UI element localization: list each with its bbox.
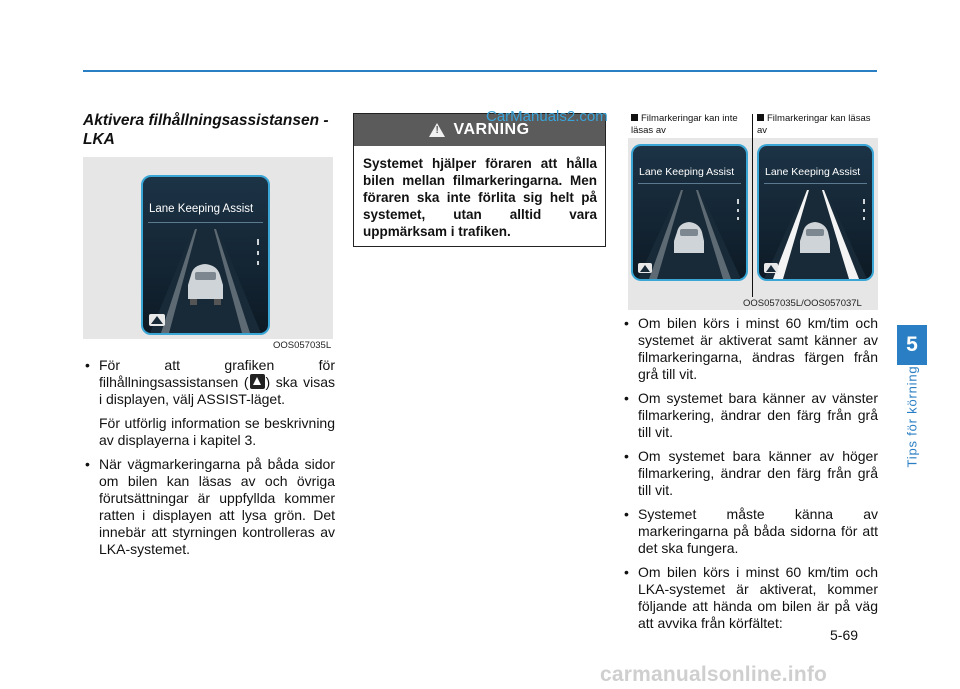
caption-square-icon <box>757 114 764 121</box>
road-graphic <box>633 146 746 279</box>
watermark-bottom: carmanualsonline.info <box>600 663 828 686</box>
lka-inline-icon <box>250 374 265 389</box>
warning-title: VARNING <box>453 121 530 138</box>
display-markings-white <box>757 144 874 281</box>
gauge-ticks <box>737 199 739 220</box>
figure-code: OOS057035L/OOS057037L <box>743 298 862 309</box>
list-item: • Om bilen körs i minst 60 km/tim och systemet är aktiverat samt känner av filmarkeringarna, ändras färgen från grå till vit. <box>622 315 878 383</box>
caption-square-icon <box>631 114 638 121</box>
figure-code: OOS057035L <box>273 340 332 351</box>
display-markings-grey <box>631 144 748 281</box>
list-item: • Om systemet bara känner av höger filmarkering, ändrar den färg från grå till vit. <box>622 448 878 499</box>
chapter-title: Tips för körning <box>904 365 920 468</box>
list-item: • Systemet måste känna av markeringarna på båda sidorna för att det ska fungera. <box>622 506 878 557</box>
section-heading: Aktivera filhållningsassistansen - LKA <box>83 112 329 148</box>
lka-comparison-figure <box>628 138 878 310</box>
gauge-ticks <box>257 239 259 265</box>
right-bullet-list <box>622 315 878 639</box>
chapter-number-tab: 5 <box>897 325 927 365</box>
lka-display-screen <box>141 175 270 335</box>
list-item: • För att grafiken för filhållningsassistansen ( ) ska visas i displayen, välj ASSIST-läget. <box>83 357 335 408</box>
caption-divider <box>752 114 753 297</box>
caption-readable: Filmarkeringar kan läsas av <box>757 113 871 136</box>
screen-title: Lane Keeping Assist <box>149 203 254 215</box>
warning-text: Systemet hjälper föraren att hålla bilen mellan filmarkeringarna. Men föraren ska inte förlita sig helt på systemet, utan alltid vara uppmärksam i trafiken. <box>363 156 597 239</box>
lka-display-figure <box>83 157 333 339</box>
list-item: • Om bilen körs i minst 60 km/tim och LKA-systemet är aktiverat, kommer följande att hända om bilen är på väg att avvika från körfältet: <box>622 564 878 632</box>
watermark-top: CarManuals2.com <box>486 108 608 125</box>
page-number: 5-69 <box>830 627 859 643</box>
left-bullet-list <box>83 357 335 565</box>
lka-status-icon <box>764 263 778 273</box>
lka-status-icon <box>638 263 652 273</box>
road-graphic <box>759 146 872 279</box>
screen-title: Lane Keeping Assist <box>765 166 861 178</box>
warning-box <box>353 113 606 247</box>
lka-status-icon <box>149 314 165 326</box>
top-rule <box>83 70 877 72</box>
list-item-subtext: För utförlig information se beskrivning av displayerna i kapitel 3. <box>99 415 335 448</box>
list-item: • När vägmarkeringarna på båda sidor om bilen kan läsas av och övriga förutsättningar är uppfyllda kommer ratten i displayen att lysa grön. Det innebär att styrningen kontrolleras av LKA-systemet. <box>83 456 335 558</box>
warning-icon <box>429 123 445 137</box>
caption-not-readable: Filmarkeringar kan inte läsas av <box>631 113 738 136</box>
list-item: • Om systemet bara känner av vänster filmarkering, ändrar den färg från grå till vit. <box>622 390 878 441</box>
screen-title: Lane Keeping Assist <box>639 166 735 178</box>
gauge-ticks <box>863 199 865 220</box>
road-graphic <box>143 177 268 333</box>
